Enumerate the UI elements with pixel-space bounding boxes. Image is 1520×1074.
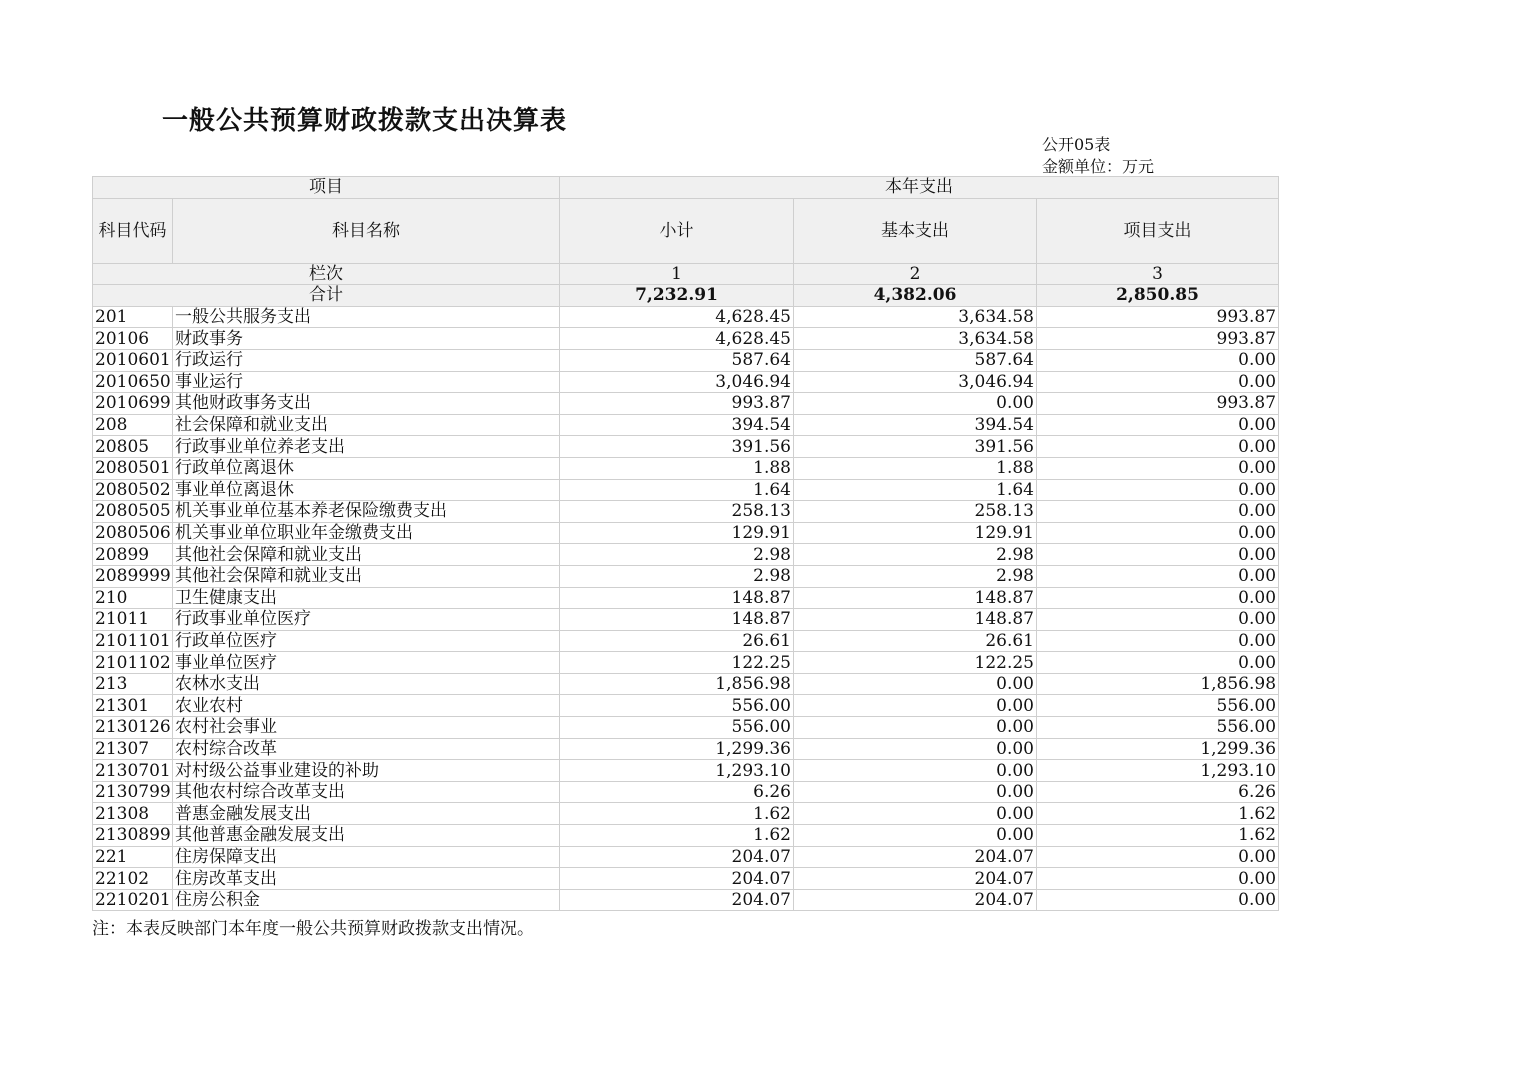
total-basic: 4,382.06 xyxy=(794,285,1037,307)
project-cell: 0.00 xyxy=(1037,371,1279,393)
basic-cell: 148.87 xyxy=(794,587,1037,609)
code-cell: 2089999 xyxy=(93,565,173,587)
name-cell: 社会保障和就业支出 xyxy=(173,414,560,436)
subtotal-cell: 4,628.45 xyxy=(560,306,794,328)
subtotal-cell: 394.54 xyxy=(560,414,794,436)
header-basic: 基本支出 xyxy=(794,198,1037,263)
basic-cell: 0.00 xyxy=(794,738,1037,760)
table-row xyxy=(93,652,1279,674)
table-row xyxy=(93,457,1279,479)
table-row xyxy=(93,436,1279,458)
project-cell: 0.00 xyxy=(1037,479,1279,501)
name-cell: 其他社会保障和就业支出 xyxy=(173,544,560,566)
basic-cell: 3,046.94 xyxy=(794,371,1037,393)
name-cell: 对村级公益事业建设的补助 xyxy=(173,760,560,782)
name-cell: 事业单位离退休 xyxy=(173,479,560,501)
basic-cell: 204.07 xyxy=(794,846,1037,868)
project-cell: 993.87 xyxy=(1037,393,1279,415)
code-cell: 2080506 xyxy=(93,522,173,544)
name-cell: 行政单位离退休 xyxy=(173,457,560,479)
amount-unit: 金额单位：万元 xyxy=(1042,157,1155,176)
project-cell: 993.87 xyxy=(1037,306,1279,328)
subtotal-cell: 993.87 xyxy=(560,393,794,415)
name-cell: 其他普惠金融发展支出 xyxy=(173,825,560,847)
header-col1: 1 xyxy=(560,263,794,285)
total-subtotal: 7,232.91 xyxy=(560,285,794,307)
basic-cell: 0.00 xyxy=(794,673,1037,695)
project-cell: 1,293.10 xyxy=(1037,760,1279,782)
basic-cell: 391.56 xyxy=(794,436,1037,458)
name-cell: 行政事业单位养老支出 xyxy=(173,436,560,458)
basic-cell: 3,634.58 xyxy=(794,306,1037,328)
subtotal-cell: 556.00 xyxy=(560,695,794,717)
basic-cell: 204.07 xyxy=(794,868,1037,890)
code-cell: 20805 xyxy=(93,436,173,458)
basic-cell: 148.87 xyxy=(794,609,1037,631)
table-row xyxy=(93,630,1279,652)
subtotal-cell: 148.87 xyxy=(560,609,794,631)
basic-cell: 3,634.58 xyxy=(794,328,1037,350)
total-row xyxy=(93,285,1279,307)
table-id: 公开05表 xyxy=(1042,135,1111,154)
subtotal-cell: 1.64 xyxy=(560,479,794,501)
name-cell: 农林水支出 xyxy=(173,673,560,695)
table-row xyxy=(93,371,1279,393)
subtotal-cell: 26.61 xyxy=(560,630,794,652)
table-row xyxy=(93,479,1279,501)
basic-cell: 26.61 xyxy=(794,630,1037,652)
project-cell: 0.00 xyxy=(1037,609,1279,631)
project-cell: 6.26 xyxy=(1037,781,1279,803)
code-cell: 2010601 xyxy=(93,349,173,371)
project-cell: 0.00 xyxy=(1037,544,1279,566)
basic-cell: 2.98 xyxy=(794,544,1037,566)
subtotal-cell: 204.07 xyxy=(560,889,794,911)
name-cell: 普惠金融发展支出 xyxy=(173,803,560,825)
table-row xyxy=(93,846,1279,868)
name-cell: 行政事业单位医疗 xyxy=(173,609,560,631)
subtotal-cell: 122.25 xyxy=(560,652,794,674)
basic-cell: 0.00 xyxy=(794,393,1037,415)
subtotal-cell: 148.87 xyxy=(560,587,794,609)
code-cell: 20899 xyxy=(93,544,173,566)
code-cell: 2010650 xyxy=(93,371,173,393)
subtotal-cell: 204.07 xyxy=(560,846,794,868)
code-cell: 2080501 xyxy=(93,457,173,479)
project-cell: 1.62 xyxy=(1037,825,1279,847)
code-cell: 22102 xyxy=(93,868,173,890)
table-row xyxy=(93,544,1279,566)
subtotal-cell: 1,293.10 xyxy=(560,760,794,782)
project-cell: 1,856.98 xyxy=(1037,673,1279,695)
name-cell: 其他社会保障和就业支出 xyxy=(173,565,560,587)
subtotal-cell: 1.62 xyxy=(560,825,794,847)
code-cell: 2210201 xyxy=(93,889,173,911)
basic-cell: 204.07 xyxy=(794,889,1037,911)
basic-cell: 0.00 xyxy=(794,803,1037,825)
expenditure-table xyxy=(92,176,1279,911)
project-cell: 0.00 xyxy=(1037,436,1279,458)
table-row xyxy=(93,609,1279,631)
table-row xyxy=(93,522,1279,544)
name-cell: 农业农村 xyxy=(173,695,560,717)
code-cell: 208 xyxy=(93,414,173,436)
name-cell: 农村社会事业 xyxy=(173,717,560,739)
subtotal-cell: 587.64 xyxy=(560,349,794,371)
code-cell: 2130899 xyxy=(93,825,173,847)
code-cell: 20106 xyxy=(93,328,173,350)
subtotal-cell: 6.26 xyxy=(560,781,794,803)
table-row xyxy=(93,414,1279,436)
code-cell: 2080502 xyxy=(93,479,173,501)
code-cell: 213 xyxy=(93,673,173,695)
code-cell: 2010699 xyxy=(93,393,173,415)
table-row xyxy=(93,760,1279,782)
table-row xyxy=(93,717,1279,739)
project-cell: 556.00 xyxy=(1037,695,1279,717)
subtotal-cell: 1.88 xyxy=(560,457,794,479)
basic-cell: 587.64 xyxy=(794,349,1037,371)
footnote: 注：本表反映部门本年度一般公共预算财政拨款支出情况。 xyxy=(92,919,534,939)
basic-cell: 0.00 xyxy=(794,825,1037,847)
name-cell: 事业运行 xyxy=(173,371,560,393)
subtotal-cell: 1.62 xyxy=(560,803,794,825)
table-row xyxy=(93,587,1279,609)
header-col3: 3 xyxy=(1037,263,1279,285)
basic-cell: 129.91 xyxy=(794,522,1037,544)
code-cell: 2101102 xyxy=(93,652,173,674)
basic-cell: 2.98 xyxy=(794,565,1037,587)
subtotal-cell: 391.56 xyxy=(560,436,794,458)
name-cell: 住房公积金 xyxy=(173,889,560,911)
header-name: 科目名称 xyxy=(173,198,560,263)
table-row xyxy=(93,889,1279,911)
name-cell: 其他财政事务支出 xyxy=(173,393,560,415)
project-cell: 0.00 xyxy=(1037,501,1279,523)
page-title: 一般公共预算财政拨款支出决算表 xyxy=(162,106,568,136)
code-cell: 221 xyxy=(93,846,173,868)
table-row xyxy=(93,565,1279,587)
project-cell: 0.00 xyxy=(1037,846,1279,868)
total-label: 合计 xyxy=(93,285,560,307)
table-row xyxy=(93,673,1279,695)
project-cell: 0.00 xyxy=(1037,349,1279,371)
table-meta xyxy=(1042,134,1154,178)
project-cell: 556.00 xyxy=(1037,717,1279,739)
code-cell: 21301 xyxy=(93,695,173,717)
code-cell: 2130701 xyxy=(93,760,173,782)
project-cell: 0.00 xyxy=(1037,652,1279,674)
subtotal-cell: 3,046.94 xyxy=(560,371,794,393)
header-row-column-no xyxy=(93,263,1279,285)
basic-cell: 0.00 xyxy=(794,717,1037,739)
name-cell: 住房改革支出 xyxy=(173,868,560,890)
table-row xyxy=(93,803,1279,825)
name-cell: 事业单位医疗 xyxy=(173,652,560,674)
project-cell: 0.00 xyxy=(1037,587,1279,609)
header-row-2 xyxy=(93,198,1279,263)
project-cell: 0.00 xyxy=(1037,889,1279,911)
project-cell: 0.00 xyxy=(1037,868,1279,890)
subtotal-cell: 129.91 xyxy=(560,522,794,544)
code-cell: 2130799 xyxy=(93,781,173,803)
table-row xyxy=(93,825,1279,847)
basic-cell: 122.25 xyxy=(794,652,1037,674)
code-cell: 21308 xyxy=(93,803,173,825)
basic-cell: 394.54 xyxy=(794,414,1037,436)
subtotal-cell: 2.98 xyxy=(560,544,794,566)
header-col2: 2 xyxy=(794,263,1037,285)
project-cell: 0.00 xyxy=(1037,630,1279,652)
subtotal-cell: 204.07 xyxy=(560,868,794,890)
code-cell: 2130126 xyxy=(93,717,173,739)
table-row xyxy=(93,781,1279,803)
code-cell: 210 xyxy=(93,587,173,609)
project-cell: 0.00 xyxy=(1037,522,1279,544)
name-cell: 行政单位医疗 xyxy=(173,630,560,652)
subtotal-cell: 1,856.98 xyxy=(560,673,794,695)
header-row-1 xyxy=(93,177,1279,199)
subtotal-cell: 2.98 xyxy=(560,565,794,587)
project-cell: 0.00 xyxy=(1037,457,1279,479)
header-subtotal: 小计 xyxy=(560,198,794,263)
basic-cell: 1.64 xyxy=(794,479,1037,501)
code-cell: 21011 xyxy=(93,609,173,631)
basic-cell: 258.13 xyxy=(794,501,1037,523)
total-project: 2,850.85 xyxy=(1037,285,1279,307)
subtotal-cell: 258.13 xyxy=(560,501,794,523)
code-cell: 2101101 xyxy=(93,630,173,652)
name-cell: 其他农村综合改革支出 xyxy=(173,781,560,803)
table-row xyxy=(93,695,1279,717)
code-cell: 2080505 xyxy=(93,501,173,523)
project-cell: 0.00 xyxy=(1037,414,1279,436)
header-column-no: 栏次 xyxy=(93,263,560,285)
table-row xyxy=(93,306,1279,328)
table-row xyxy=(93,328,1279,350)
table-row xyxy=(93,501,1279,523)
header-current-year: 本年支出 xyxy=(560,177,1279,199)
name-cell: 机关事业单位基本养老保险缴费支出 xyxy=(173,501,560,523)
name-cell: 卫生健康支出 xyxy=(173,587,560,609)
name-cell: 机关事业单位职业年金缴费支出 xyxy=(173,522,560,544)
table-row xyxy=(93,393,1279,415)
basic-cell: 0.00 xyxy=(794,781,1037,803)
name-cell: 行政运行 xyxy=(173,349,560,371)
header-project-exp: 项目支出 xyxy=(1037,198,1279,263)
table-row xyxy=(93,738,1279,760)
basic-cell: 0.00 xyxy=(794,695,1037,717)
project-cell: 1.62 xyxy=(1037,803,1279,825)
subtotal-cell: 556.00 xyxy=(560,717,794,739)
basic-cell: 1.88 xyxy=(794,457,1037,479)
name-cell: 农村综合改革 xyxy=(173,738,560,760)
name-cell: 财政事务 xyxy=(173,328,560,350)
header-code: 科目代码 xyxy=(93,198,173,263)
project-cell: 0.00 xyxy=(1037,565,1279,587)
code-cell: 201 xyxy=(93,306,173,328)
table-row xyxy=(93,349,1279,371)
code-cell: 21307 xyxy=(93,738,173,760)
table-row xyxy=(93,868,1279,890)
header-project: 项目 xyxy=(93,177,560,199)
subtotal-cell: 1,299.36 xyxy=(560,738,794,760)
name-cell: 住房保障支出 xyxy=(173,846,560,868)
basic-cell: 0.00 xyxy=(794,760,1037,782)
project-cell: 993.87 xyxy=(1037,328,1279,350)
subtotal-cell: 4,628.45 xyxy=(560,328,794,350)
project-cell: 1,299.36 xyxy=(1037,738,1279,760)
name-cell: 一般公共服务支出 xyxy=(173,306,560,328)
